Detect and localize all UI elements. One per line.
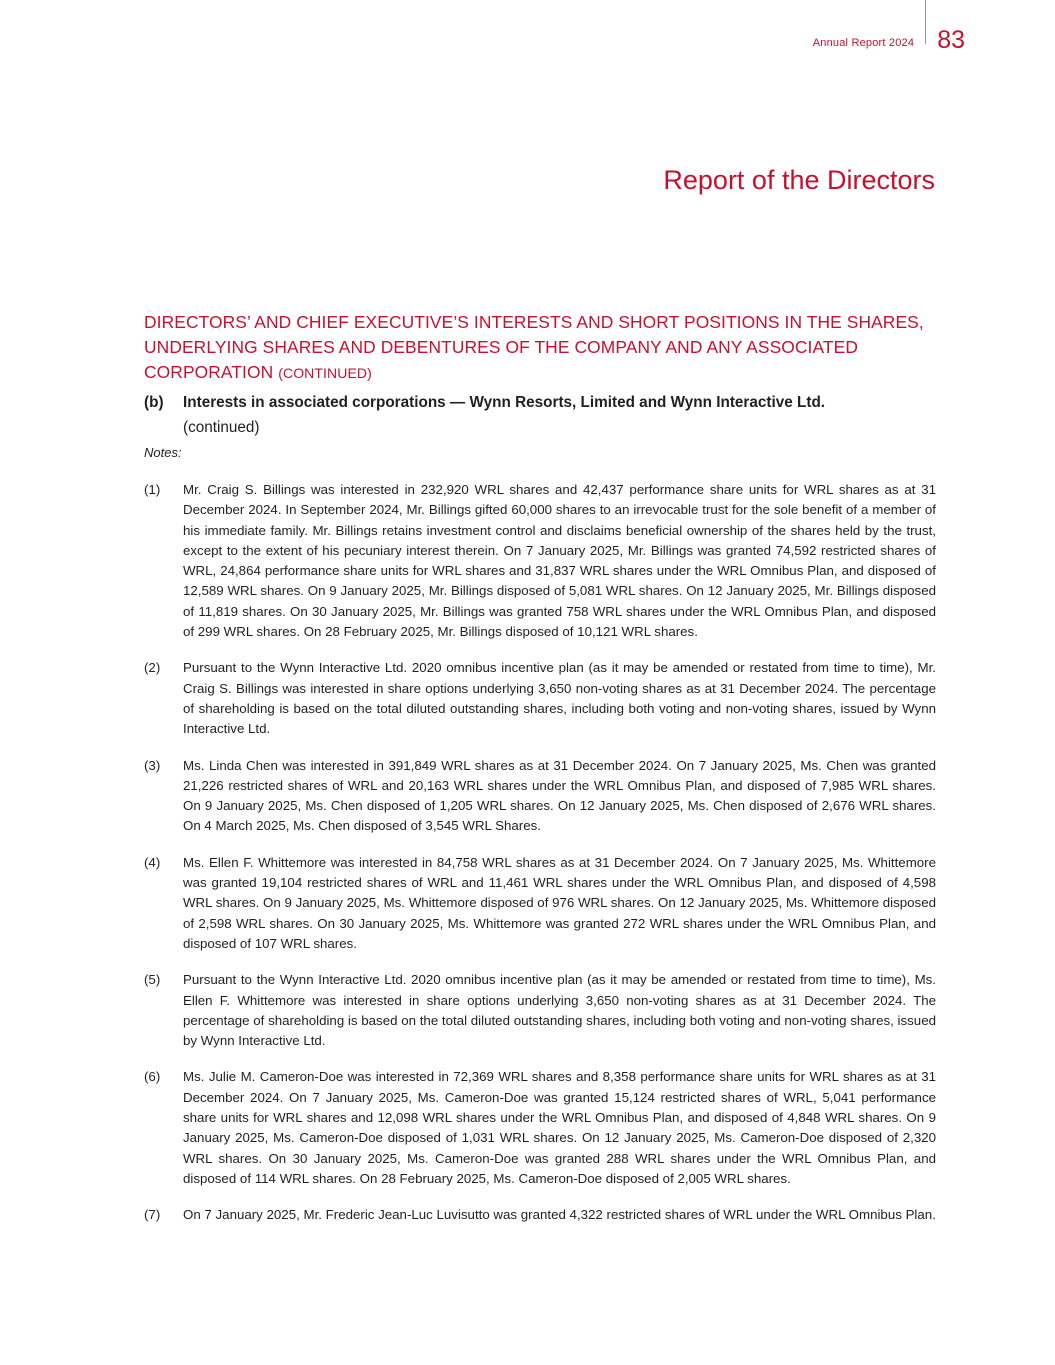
page-title: Report of the Directors	[663, 165, 935, 195]
note-item	[144, 756, 936, 837]
subsection-text	[183, 390, 825, 440]
note-item	[144, 480, 936, 642]
note-item	[144, 970, 936, 1051]
subsection-label: (b)	[144, 394, 164, 411]
note-number: (3)	[144, 757, 161, 773]
notes-list	[144, 480, 936, 1226]
section-heading-suffix: (CONTINUED)	[278, 365, 372, 381]
subsection-heading	[144, 390, 936, 440]
section-heading	[144, 310, 936, 386]
note-number: (1)	[144, 482, 161, 497]
subsection-suffix: (continued)	[183, 419, 260, 436]
note-number: (7)	[144, 1207, 161, 1223]
note-text: Mr. Craig S. Billings was interested in 232,920 WRL shares and 42,437 performance share units for WRL shares as at 31 December 2024. In September 2024, Mr. Billings gifted 60,000 shares to an irrevocable trust for the sole benefit of a member of his immediate family. Mr. Billings retains investment control and disclaims beneficial ownership of the shares held by the trust, except to the extent of his pecuniary interest therein. On 7 January 2025, Mr. Billings was granted 74,592 restricted shares of WRL, 24,864 performance share units for WRL shares and 31,837 WRL shares under the WRL Omnibus Plan, and disposed of 12,589 WRL shares. On 9 January 2025, Mr. Billings disposed of 5,081 WRL shares. On 12 January 2025, Mr. Billings disposed of 11,819 shares. On 30 January 2025, Mr. Billings was granted 758 WRL shares under the WRL Omnibus Plan, and disposed of 299 WRL shares. On 28 February 2025, Mr. Billings disposed of 10,121 WRL shares.	[183, 482, 936, 640]
note-text: On 7 January 2025, Mr. Frederic Jean-Luc Luvisutto was granted 4,322 restricted shares of WRL under the WRL Omnibus Plan.	[183, 1207, 936, 1223]
note-text: Pursuant to the Wynn Interactive Ltd. 2020 omnibus incentive plan (as it may be amended or restated from time to time), Mr. Craig S. Billings was interested in share options underlying 3,650 non-voting shares as at 31 December 2024. The percentage of shareholding is based on the total diluted outstanding shares, including both voting and non-voting shares, issued by Wynn Interactive Ltd.	[183, 660, 936, 737]
directors-interests-section	[144, 310, 936, 1242]
note-number: (4)	[144, 854, 161, 870]
note-text: Ms. Julie M. Cameron-Doe was interested in 72,369 WRL shares and 8,358 performance share units for WRL shares as at 31 December 2024. On 7 January 2025, Ms. Cameron-Doe was granted 15,124 restricted shares of WRL, 5,041 performance share units for WRL shares and 12,098 WRL shares under the WRL Omnibus Plan, and disposed of 4,848 WRL shares. On 9 January 2025, Ms. Cameron-Doe disposed of 1,031 WRL shares. On 12 January 2025, Ms. Cameron-Doe disposed of 2,320 WRL shares. On 30 January 2025, Ms. Cameron-Doe was granted 288 WRL shares under the WRL Omnibus Plan, and disposed of 114 WRL shares. On 28 February 2025, Ms. Cameron-Doe disposed of 2,005 WRL shares.	[183, 1069, 936, 1186]
note-item	[144, 1067, 936, 1189]
subsection-title: Interests in associated corporations — Wynn Resorts, Limited and Wynn Interactive Ltd.	[183, 394, 826, 411]
page-header	[813, 22, 965, 58]
note-number: (2)	[144, 660, 161, 676]
notes-label: Notes:	[144, 445, 182, 460]
note-item	[144, 658, 936, 739]
page-number: 83	[937, 25, 965, 54]
note-number: (6)	[144, 1069, 161, 1085]
note-text: Ms. Ellen F. Whittemore was interested in 84,758 WRL shares as at 31 December 2024. On 7 January 2025, Ms. Whittemore was granted 19,104 restricted shares of WRL and 11,461 WRL shares under the WRL Omnibus Plan, and disposed of 4,598 WRL shares. On 9 January 2025, Ms. Whittemore disposed of 976 WRL shares. On 12 January 2025, Ms. Whittemore disposed of 2,598 WRL shares. On 30 January 2025, Ms. Whittemore was granted 272 WRL shares under the WRL Omnibus Plan, and disposed of 107 WRL shares.	[183, 854, 936, 951]
report-label: Annual Report 2024	[812, 37, 915, 49]
note-text: Ms. Linda Chen was interested in 391,849 WRL shares as at 31 December 2024. On 7 January 2025, Ms. Chen was granted 21,226 restricted shares of WRL and 20,163 WRL shares under the WRL Omnibus Plan, and disposed of 7,985 WRL shares. On 9 January 2025, Ms. Chen disposed of 1,205 WRL shares. On 12 January 2025, Ms. Chen disposed of 2,676 WRL shares. On 4 March 2025, Ms. Chen disposed of 3,545 WRL Shares.	[183, 757, 936, 834]
header-divider	[925, 0, 926, 44]
note-item	[144, 1205, 936, 1225]
note-number: (5)	[144, 972, 161, 988]
note-item	[144, 853, 936, 954]
note-text: Pursuant to the Wynn Interactive Ltd. 2020 omnibus incentive plan (as it may be amended or restated from time to time), Ms. Ellen F. Whittemore was interested in share options underlying 3,650 non-voting shares as at 31 December 2024. The percentage of shareholding is based on the total diluted outstanding shares, including both voting and non-voting shares, issued by Wynn Interactive Ltd.	[183, 972, 936, 1049]
section-heading-text: DIRECTORS’ AND CHIEF EXECUTIVE’S INTERESTS AND SHORT POSITIONS IN THE SHARES, UNDERLYING SHARES AND DEBENTURES OF THE COMPANY AND ANY ASSOCIATED CORPORATION	[144, 312, 924, 382]
